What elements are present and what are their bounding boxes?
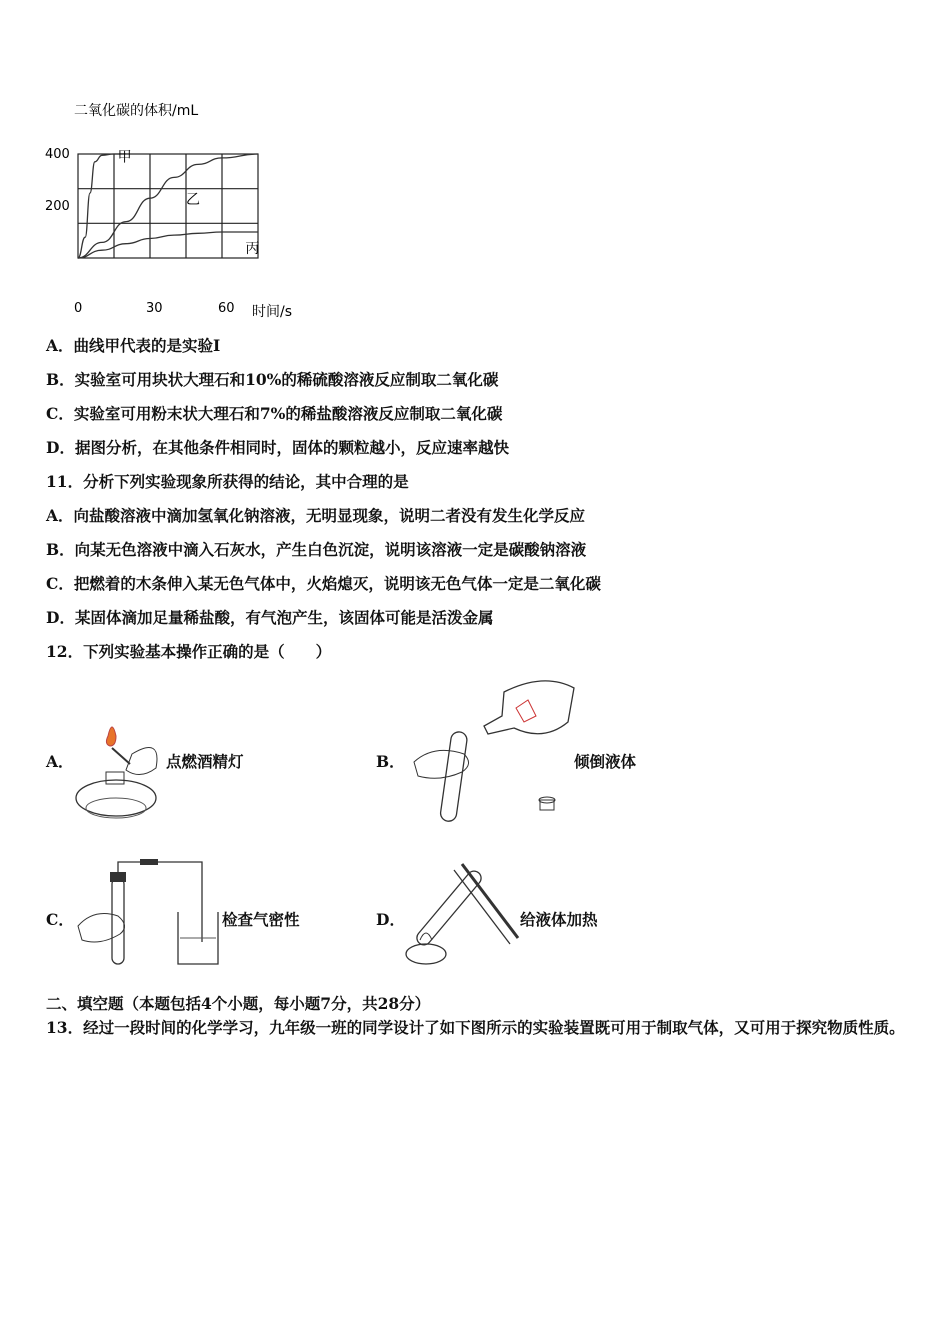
q10-option-d: D．据图分析，在其他条件相同时，固体的颗粒越小，反应速率越快: [46, 438, 509, 457]
series-label-甲: 甲: [117, 149, 132, 166]
q11-option-b: B．向某无色溶液中滴入石灰水，产生白色沉淀，说明该溶液一定是碳酸钠溶液: [46, 540, 587, 559]
q12-option-b-caption: 倾倒液体: [574, 752, 637, 771]
q12-option-a-caption: 点燃酒精灯: [166, 752, 244, 771]
series-label-丙: 丙: [245, 240, 260, 257]
chart-xlabel: 时间/s: [252, 304, 293, 320]
q13-stem: 13．经过一段时间的化学学习，九年级一班的同学设计了如下图所示的实验装置既可用于制取气体，又可用于探究物质性质。: [46, 1018, 905, 1037]
q12-option-c-caption: 检查气密性: [222, 910, 300, 929]
section-2-heading: 二、填空题（本题包括4个小题，每小题7分，共28分）: [46, 994, 431, 1013]
q11-option-d: D．某固体滴加足量稀盐酸，有气泡产生，该固体可能是活泼金属: [46, 608, 494, 627]
q12-option-d-caption: 给液体加热: [520, 910, 598, 929]
q11-stem: 11．分析下列实验现象所获得的结论，其中合理的是: [46, 472, 409, 491]
y-tick-label: 200: [45, 199, 70, 214]
heating-liquid-figure: [402, 854, 522, 970]
x-tick-label: 0: [74, 301, 83, 316]
chart-ylabel: 二氧化碳的体积/mL: [74, 103, 199, 119]
q12-option-b-label: B．: [376, 752, 405, 771]
series-label-乙: 乙: [186, 191, 200, 208]
q10-option-b: B．实验室可用块状大理石和10%的稀硫酸溶液反应制取二氧化碳: [46, 370, 499, 389]
x-tick-label: 30: [146, 301, 163, 316]
alcohol-lamp-lighting-figure: [70, 716, 170, 826]
series-line-丙: [78, 232, 258, 258]
q10-option-c: C．实验室可用粉末状大理石和7%的稀盐酸溶液反应制取二氧化碳: [46, 404, 503, 423]
q11-option-c: C．把燃着的木条伸入某无色气体中，火焰熄灭，说明该无色气体一定是二氧化碳: [46, 574, 601, 593]
q12-stem: 12．下列实验基本操作正确的是（ ）: [46, 642, 332, 661]
x-tick-label: 60: [218, 301, 235, 316]
q12-option-c-label: C．: [46, 910, 74, 929]
y-tick-label: 400: [45, 147, 70, 162]
airtightness-check-figure: [74, 852, 224, 968]
q11-option-a: A．向盐酸溶液中滴加氢氧化钠溶液，无明显现象，说明二者没有发生化学反应: [46, 506, 586, 525]
q10-option-a: A．曲线甲代表的是实验Ⅰ: [46, 336, 221, 355]
q12-option-d-label: D．: [376, 910, 405, 929]
q12-option-a-label: A．: [46, 752, 74, 771]
pouring-liquid-figure: [404, 672, 584, 827]
series-line-乙: [78, 154, 258, 258]
co2-volume-chart: [40, 96, 320, 326]
